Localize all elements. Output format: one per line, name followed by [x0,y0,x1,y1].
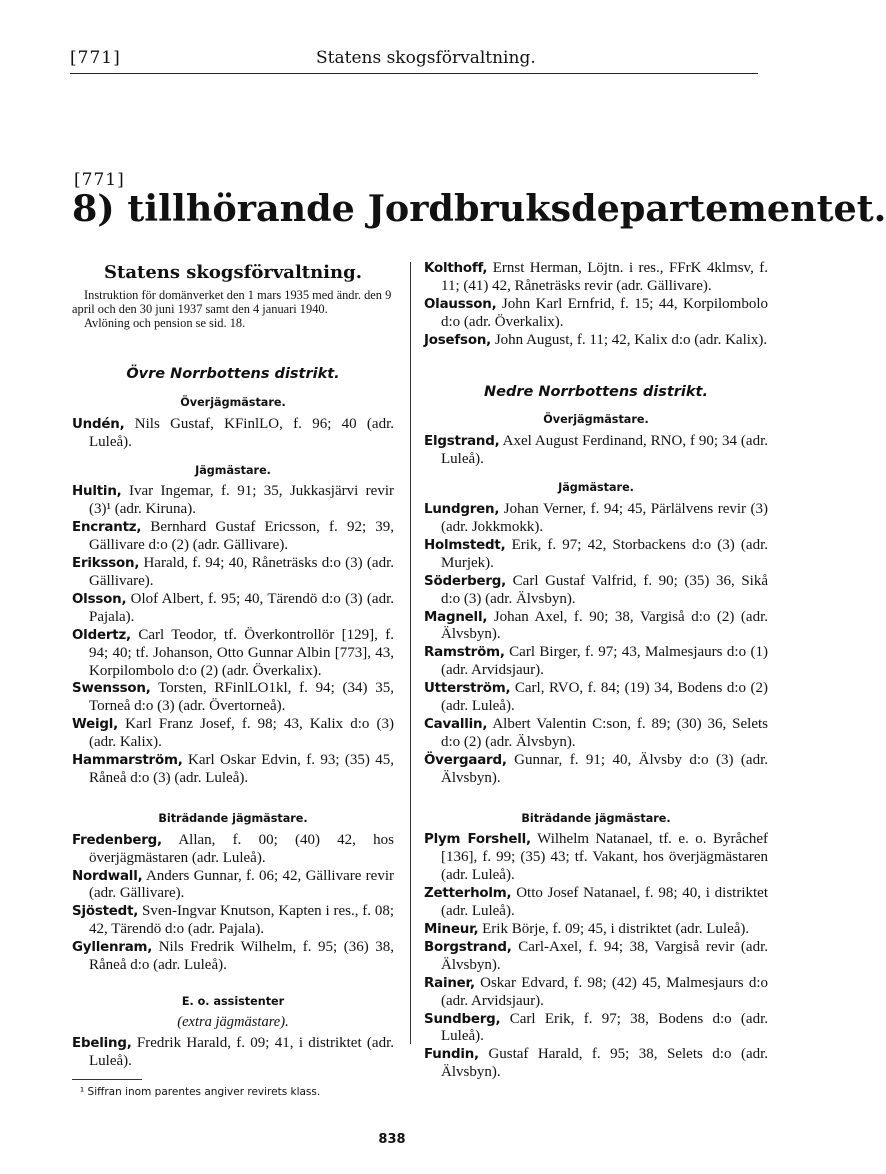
list-item [72,483,394,519]
list-item [72,939,394,975]
person-surname: Swensson, [72,681,151,697]
entry-list [424,433,768,469]
list-item [72,591,394,627]
entry-list [72,483,394,787]
person-surname: Lundgren, [424,502,500,518]
person-details: Ivar Ingemar, f. 91; 35, Jukkasjärvi revir (3)¹ (adr. Kiruna). [89,483,395,518]
district-heading: Övre Norrbottens distrikt. [126,365,340,382]
person-details: Otto Josef Natanael, f. 98; 40, i distriktet (adr. Luleå). [441,885,769,920]
list-item [424,260,768,296]
list-item [424,1046,768,1082]
person-surname: Sjöstedt, [72,904,139,920]
person-surname: Eriksson, [72,556,140,572]
person-surname: Fredenberg, [72,832,162,848]
list-item [424,831,768,885]
person-details: Carl-Axel, f. 94; 38, Vargiså revir (adr. Älvsbyn). [441,938,768,973]
person-surname: Hammarström, [72,753,183,769]
list-item [72,903,394,939]
section-number: [771] [74,170,125,190]
section-heading: Biträdande jägmästare. [521,811,671,825]
person-surname: Hultin, [72,484,122,500]
person-details: Bernhard Gustaf Ericsson, f. 92; 39, Gällivare d:o (2) (adr. Gällivare). [89,519,394,554]
list-item [72,1035,394,1071]
section-heading: Jägmästare. [195,463,271,477]
list-item [424,975,768,1011]
list-item [424,752,768,788]
list-item [72,832,394,868]
list-item [72,868,394,904]
person-details: Karl Oskar Edvin, f. 93; (35) 45, Råneå d:o (3) (adr. Luleå). [89,752,394,786]
person-surname: Undén, [72,416,125,432]
person-details: Carl Teodor, tf. Överkontrollör [129], f. 94; 40; tf. Johanson, Otto Gunnar Albin [773], 43, Korpilombolo d:o (2) (adr. Överkalix). [89,626,394,679]
person-surname: Övergaard, [424,752,507,768]
list-item [72,716,394,752]
list-item [424,921,768,939]
section-heading: Biträdande jägmästare. [158,811,308,825]
person-details: Allan, f. 00; (40) 42, hos överjägmästaren (adr. Luleå). [89,831,394,866]
entry-list [72,416,394,452]
person-details: Carl Gustaf Valfrid, f. 90; (35) 36, Sikå d:o (3) (adr. Älvsbyn). [441,572,768,607]
person-details: Erik, f. 97; 42, Storbackens d:o (3) (adr. Murjek). [441,536,769,571]
list-item [72,752,394,788]
person-surname: Oldertz, [72,627,131,643]
person-details: Oskar Edvard, f. 98; (42) 45, Malmesjaurs d:o (adr. Arvidsjaur). [441,974,768,1009]
person-surname: Ebeling, [72,1035,132,1051]
person-details: Carl Erik, f. 97; 38, Bodens d:o (adr. Luleå). [441,1010,768,1045]
person-details: Harald, f. 94; 40, Råneträsks d:o (3) (adr. Gällivare). [89,555,394,589]
person-details: Axel August Ferdinand, RNO, f 90; 34 (adr. Luleå). [441,433,768,468]
person-details: John Karl Ernfrid, f. 15; 44, Korpilombolo d:o (adr. Överkalix). [441,295,769,330]
person-surname: Olausson, [424,296,497,312]
person-surname: Nordwall, [72,868,143,884]
person-details: Fredrik Harald, f. 09; 41, i distriktet (adr. Luleå). [89,1034,395,1069]
list-item [424,885,768,921]
list-item [424,644,768,680]
section-heading: Överjägmästare. [180,395,286,409]
person-details: Wilhelm Natanael, tf. e. o. Byråchef [136], f. 99; (35) 43; tf. Vakant, hos överjägmästaren (adr. Luleå). [441,831,768,884]
list-item [72,680,394,716]
list-item [424,501,768,537]
person-details: Johan Verner, f. 94; 45, Pärlälvens revir (3) (adr. Jokkmokk). [441,501,768,535]
person-surname: Elgstrand, [424,434,500,450]
person-surname: Sundberg, [424,1011,501,1027]
footnote-rule [72,1079,142,1080]
person-details: Erik Börje, f. 09; 45, i distriktet (adr. Luleå). [482,921,750,937]
person-surname: Josefson, [424,332,492,348]
person-details: Nils Gustaf, KFinlLO, f. 96; 40 (adr. Luleå). [89,415,395,450]
person-surname: Söderberg, [424,573,507,589]
section-subheading: (extra jägmästare). [177,1013,289,1030]
person-details: Carl, RVO, f. 84; (19) 34, Bodens d:o (2) (adr. Luleå). [441,680,768,715]
person-surname: Holmstedt, [424,537,506,553]
intro-salary: Avlöning och pension se sid. 18. [84,315,246,330]
running-head-title: Statens skogsförvaltning. [316,48,536,68]
person-details: Albert Valentin C:son, f. 89; (30) 36, Selets d:o (2) (adr. Älvsbyn). [441,715,768,750]
person-surname: Cavallin, [424,716,488,732]
list-item [72,555,394,591]
person-surname: Encrantz, [72,520,142,536]
person-details: Ernst Herman, Löjtn. i res., FFrK 4klmsv, f. 11; (41) 42, Råneträsks revir (adr. Gällivare). [441,260,768,294]
running-head-number: [771] [70,48,121,68]
left-column [72,260,394,1102]
entry-list [424,501,768,788]
person-surname: Borgstrand, [424,939,512,955]
person-surname: Rainer, [424,975,475,991]
list-item [72,416,394,452]
entry-list [424,831,768,1082]
running-head [70,48,758,70]
person-details: Gustaf Harald, f. 95; 38, Selets d:o (adr. Älvsbyn). [441,1046,769,1081]
person-details: Sven-Ingvar Knutson, Kapten i res., f. 08; 42, Tärendö d:o (adr. Pajala). [89,903,395,938]
entry-list [424,260,768,350]
person-details: Anders Gunnar, f. 06; 42, Gällivare revir (adr. Gällivare). [89,867,394,902]
person-surname: Ramström, [424,645,505,661]
list-item [424,332,768,350]
person-details: Johan Axel, f. 90; 38, Vargiså d:o (2) (adr. Älvsbyn). [441,608,768,643]
person-details: Carl Birger, f. 97; 43, Malmesjaurs d:o (1) (adr. Arvidsjaur). [441,644,769,679]
person-details: Karl Franz Josef, f. 98; 43, Kalix d:o (3) (adr. Kalix). [89,716,395,751]
list-item [424,939,768,975]
person-details: Torsten, RFinlLO1kl, f. 94; (34) 35, Torneå d:o (3) (adr. Övertorneå). [89,680,394,715]
header-rule [70,73,758,74]
person-surname: Olsson, [72,591,127,607]
person-details: John August, f. 11; 42, Kalix d:o (adr. Kalix). [494,331,768,348]
list-item [424,716,768,752]
list-item [424,680,768,716]
footnote: ¹ Siffran inom parentes angiver revirets klass. [80,1085,321,1098]
person-surname: Zetterholm, [424,886,512,902]
list-item [424,609,768,645]
entry-list [72,832,394,975]
person-details: Gunnar, f. 91; 40, Älvsby d:o (3) (adr. Älvsbyn). [441,751,769,786]
list-item [424,296,768,332]
person-surname: Gyllenram, [72,940,153,956]
district-heading: Nedre Norrbottens distrikt. [484,383,708,400]
list-item [424,537,768,573]
list-item [72,627,394,681]
person-surname: Weigl, [72,717,119,733]
agency-heading: Statens skogsförvaltning. [104,262,362,283]
person-surname: Plym Forshell, [424,832,531,848]
person-surname: Mineur, [424,922,479,937]
list-item [424,433,768,469]
section-heading: Överjägmästare. [543,413,649,427]
section-heading: E. o. assistenter [181,995,285,1008]
entry-list [72,1035,394,1071]
column-divider [410,262,411,1044]
person-surname: Fundin, [424,1047,479,1063]
list-item [424,573,768,609]
person-surname: Magnell, [424,609,488,625]
intro-instruction: Instruktion för domänverket den 1 mars 1935 med ändr. den 9 april och den 30 juni 1937 samt den 4 januari 1940. [72,287,392,316]
page-number: 838 [378,1132,406,1147]
person-details: Olof Albert, f. 95; 40, Tärendö d:o (3) (adr. Pajala). [89,590,394,625]
person-details: Nils Fredrik Wilhelm, f. 95; (36) 38, Råneå d:o (adr. Luleå). [89,939,394,974]
page-title: 8) tillhörande Jordbruksdepartementet. [72,187,886,230]
intro-note [72,288,394,330]
person-surname: Kolthoff, [424,261,488,276]
right-column [424,260,768,1082]
section-heading: Jägmästare. [558,481,634,495]
person-surname: Utterström, [424,681,511,697]
list-item [424,1011,768,1047]
list-item [72,519,394,555]
